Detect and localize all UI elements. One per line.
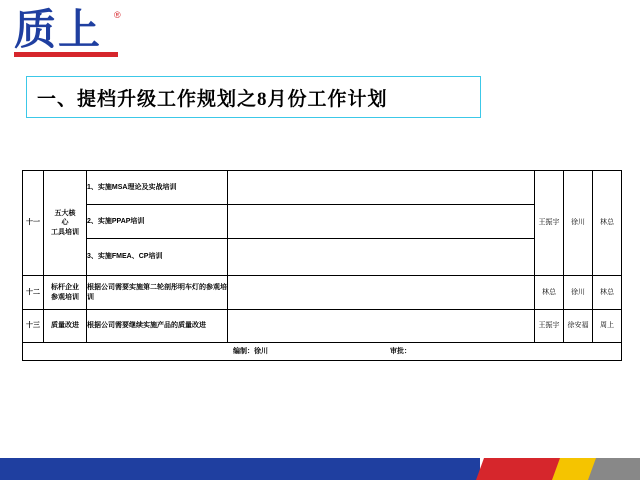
owner-cell-2: 徐川: [564, 171, 593, 276]
category-cell: 五大核 心 工具培训: [44, 171, 87, 276]
task-cell: 3、实施FMEA、CP培训: [87, 239, 228, 276]
category-cell: 质量改进: [44, 310, 87, 343]
task-cell: 根据公司需要继续实施产品的质量改进: [87, 310, 228, 343]
prepared-by-label: 编制：徐川: [233, 347, 269, 355]
task-cell: 1、实施MSA理论及实战培训: [87, 171, 228, 205]
table-row: [23, 205, 622, 239]
owner-cell-3: 周上: [593, 310, 622, 343]
work-plan-table: [22, 170, 622, 361]
row-number-cell: 十一: [23, 171, 44, 276]
task-cell: 根据公司需要实施第二轮剖彤明车灯的参观培训: [87, 276, 228, 310]
registered-trademark-icon: ®: [114, 10, 121, 20]
slide-title-box: [26, 76, 481, 118]
gantt-cell: [228, 205, 535, 239]
table-row: [23, 239, 622, 276]
table-row: [23, 171, 622, 205]
page-title: 一、提档升级工作规划之8月份工作计划: [37, 88, 388, 110]
table-row: [23, 276, 622, 310]
owner-cell-2: 徐安福: [564, 310, 593, 343]
category-cell: 标杆企业 参观培训: [44, 276, 87, 310]
owner-cell-1: 林总: [535, 276, 564, 310]
footer-decoration: [0, 458, 640, 480]
company-logo: [14, 8, 134, 62]
owner-cell-1: 王振宇: [535, 171, 564, 276]
logo-text: 质上: [14, 8, 103, 54]
footer-bar-blue: [0, 458, 480, 480]
footer-bar-gray: [588, 458, 640, 480]
row-number-cell: 十三: [23, 310, 44, 343]
owner-cell-1: 王振宇: [535, 310, 564, 343]
table-row: [23, 310, 622, 343]
gantt-cell: [228, 239, 535, 276]
approved-by-label: 审批：: [389, 347, 411, 355]
gantt-cell: [228, 310, 535, 343]
owner-cell-2: 徐川: [564, 276, 593, 310]
task-cell: 2、实施PPAP培训: [87, 205, 228, 239]
owner-cell-3: 林总: [593, 171, 622, 276]
owner-cell-3: 林总: [593, 276, 622, 310]
gantt-cell: [228, 276, 535, 310]
row-number-cell: 十二: [23, 276, 44, 310]
gantt-cell: [228, 171, 535, 205]
table-footer-row: [23, 343, 622, 361]
footer-cell: [23, 343, 622, 361]
